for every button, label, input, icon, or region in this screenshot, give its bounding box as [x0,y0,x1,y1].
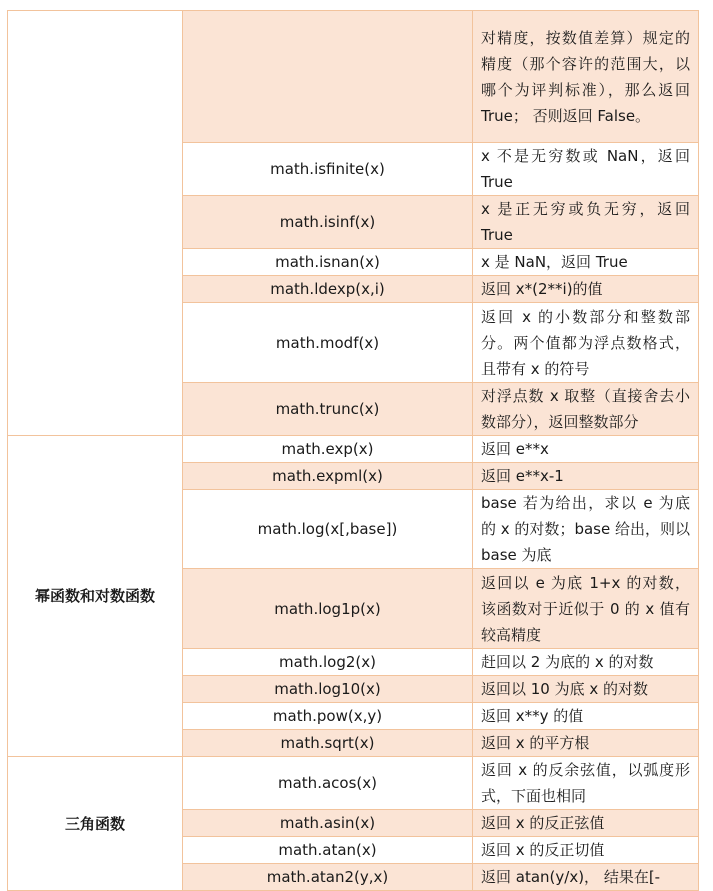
function-name-cell: math.pow(x,y) [183,703,473,730]
function-description-cell: x 是 NaN，返回 True [473,249,699,276]
function-name-cell: math.log(x[,base]) [183,490,473,569]
function-description-cell: 返回 e**x [473,436,699,463]
function-description-cell: 返回 x 的小数部分和整数部分。两个值都为浮点数格式，且带有 x 的符号 [473,303,699,383]
function-name-cell: math.exp(x) [183,436,473,463]
function-name-cell: math.acos(x) [183,757,473,810]
function-name-cell: math.asin(x) [183,810,473,837]
function-name-cell: math.atan(x) [183,837,473,864]
function-description-cell: x 是正无穷或负无穷，返回 True [473,196,699,249]
function-description-cell: base 若为给出，求以 e 为底的 x 的对数；base 给出，则以 base 为底 [473,490,699,569]
function-name-cell: math.log2(x) [183,649,473,676]
function-description-cell: 对浮点数 x 取整（直接舍去小数部分），返回整数部分 [473,383,699,436]
function-description-cell: 返回 x 的反余弦值，以弧度形式，下面也相同 [473,757,699,810]
function-name-cell: math.modf(x) [183,303,473,383]
function-name-cell: math.trunc(x) [183,383,473,436]
math-function-table [7,10,699,891]
function-name-cell: math.sqrt(x) [183,730,473,757]
function-name-cell: math.isnan(x) [183,249,473,276]
function-name-cell: math.log10(x) [183,676,473,703]
function-description-cell: 返回 x 的平方根 [473,730,699,757]
function-description-cell: 返回 x 的反正切值 [473,837,699,864]
function-name-cell: math.ldexp(x,i) [183,276,473,303]
function-name-cell: math.log1p(x) [183,569,473,649]
function-description-cell: 对精度，按数值差算）规定的精度（那个容许的范围大，以哪个为评判标准），那么返回 True； 否则返回 False。 [473,11,699,143]
function-description-cell: 返回以 10 为底 x 的对数 [473,676,699,703]
function-description-cell: 返回 e**x-1 [473,463,699,490]
function-name-cell: math.atan2(y,x) [183,864,473,891]
function-description-cell: 赶回以 2 为底的 x 的对数 [473,649,699,676]
table-row [8,11,699,143]
category-cell-previous [8,11,183,436]
table-row [8,757,699,810]
category-cell-power-log: 幂函数和对数函数 [8,436,183,757]
function-name-cell [183,11,473,143]
function-description-cell: 返回 x 的反正弦值 [473,810,699,837]
function-description-cell: x 不是无穷数或 NaN，返回 True [473,143,699,196]
function-name-cell: math.isinf(x) [183,196,473,249]
function-description-cell: 返回 x**y 的值 [473,703,699,730]
function-description-cell: 返回 atan(y/x)， 结果在[- [473,864,699,891]
table-row [8,436,699,463]
category-cell-trig: 三角函数 [8,757,183,891]
function-description-cell: 返回 x*(2**i)的值 [473,276,699,303]
function-name-cell: math.expml(x) [183,463,473,490]
function-name-cell: math.isfinite(x) [183,143,473,196]
function-description-cell: 返回以 e 为底 1+x 的对数，该函数对于近似于 0 的 x 值有较高精度 [473,569,699,649]
